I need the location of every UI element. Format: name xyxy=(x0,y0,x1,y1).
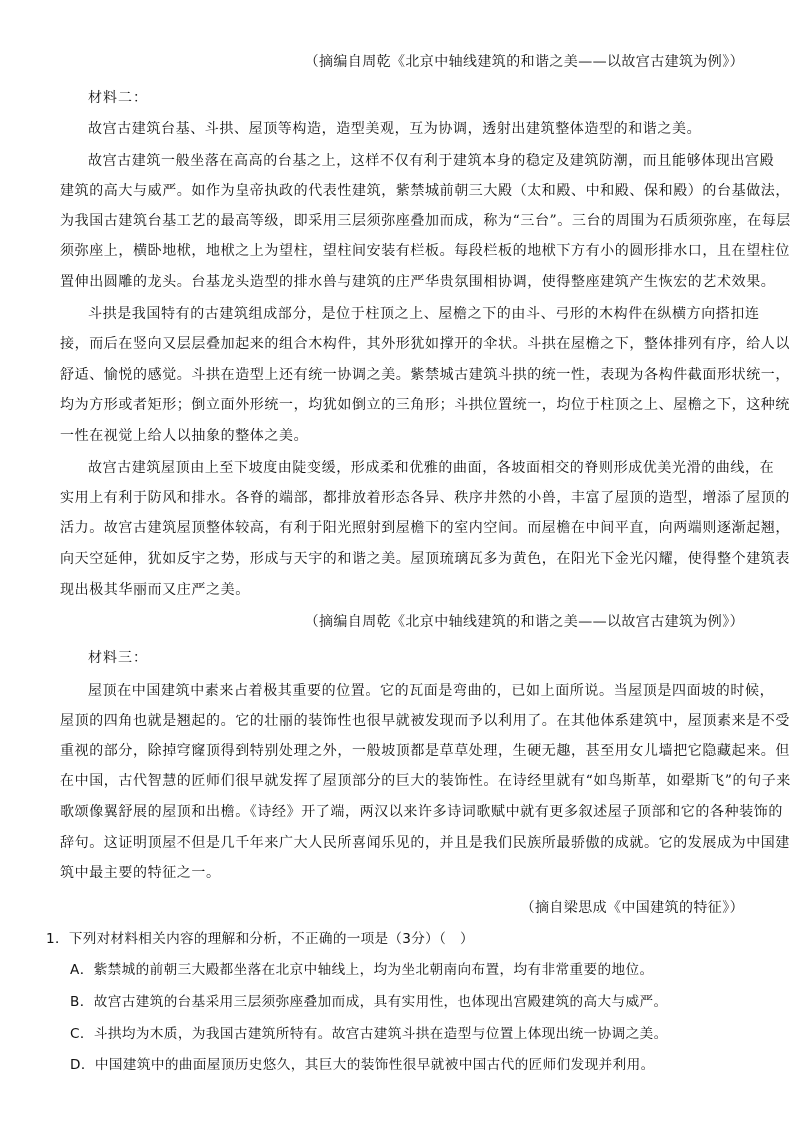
material2-line: 现出极其华丽而又庄严之美。 xyxy=(60,582,250,598)
question-1-option-b[interactable]: B．故宫古建筑的台基采用三层须弥座叠加而成，具有实用性，也体现出宫殿建筑的高大与威严。 xyxy=(70,994,668,1010)
material2-line: 故宫古建筑一般坐落在高高的台基之上，这样不仅有利于建筑本身的稳定及建筑防潮，而且能够体现出宫殿 xyxy=(88,153,775,169)
material2-line: 为我国古建筑台基工艺的最高等级，即采用三层须弥座叠加而成，称为“三台”。三台的周围为石质须弥座，在每层 xyxy=(60,213,791,229)
material2-line: 斗拱是我国特有的古建筑组成部分，是位于柱顶之上、屋檐之下的由斗、弓形的木构件在纵横方向搭扣连 xyxy=(88,306,760,322)
material2-line: 舒适、愉悦的感觉。斗拱在造型上还有统一协调之美。紫禁城古建筑斗拱的统一性，表现为各构件截面形状统一， xyxy=(60,367,790,383)
question-1-option-d[interactable]: D．中国建筑中的曲面屋顶历史悠久，其巨大的装饰性很早就被中国古代的匠师们发现并利用。 xyxy=(70,1057,655,1073)
material2-line: 故宫古建筑屋顶由上至下坡度由陡变缓，形成柔和优雅的曲面，各坡面相交的脊则形成优美光滑的曲线，在 xyxy=(88,460,775,476)
material2-line: 须弥座上，横卧地栿，地栿之上为望柱，望柱间安装有栏板。每段栏板的地栿下方有小的圆形排水口，且在望柱位 xyxy=(60,243,790,259)
material2-line: 活力。故宫古建筑屋顶整体较高，有利于阳光照射到屋檐下的室内空间。而屋檐在中间平直，向两端则逐渐起翘， xyxy=(60,520,790,536)
material3-line: 歌颂像翼舒展的屋顶和出檐。《诗经》开了端，两汉以来许多诗词歌赋中就有更多叙述屋子顶部和它的各种装饰的 xyxy=(60,804,783,820)
question-1-option-c[interactable]: C．斗拱均为木质，为我国古建筑所特有。故宫古建筑斗拱在造型与位置上体现出统一协调之美。 xyxy=(70,1026,668,1042)
material2-line: 向天空延伸，犹如反宇之势，形成与天宇的和谐之美。屋顶琉璃瓦多为黄色，在阳光下金光闪耀，使得整个建筑表 xyxy=(60,551,790,567)
question-1-stem: 1．下列对材料相关内容的理解和分析，不正确的一项是（3分）（ ） xyxy=(46,931,474,947)
source-citation-top: （摘编自周乾《北京中轴线建筑的和谐之美——以故宫古建筑为例》） xyxy=(304,54,744,70)
material2-line: 实用上有利于防风和排水。各脊的端部，都排放着形态各异、秩序井然的小兽，丰富了屋顶的造型，增添了屋顶的 xyxy=(60,490,790,506)
material3-line: 屋顶的四角也就是翘起的。它的壮丽的装饰性也很早就被发现而予以利用了。在其他体系建筑中，屋顶素来是不受 xyxy=(60,713,790,729)
material2-line: 建筑的高大与威严。如作为皇帝执政的代表性建筑，紫禁城前朝三大殿（太和殿、中和殿、保和殿）的台基做法， xyxy=(60,183,790,199)
material3-heading: 材料三： xyxy=(88,650,148,666)
material3-line: 重视的部分，除掉穹窿顶得到特别处理之外，一般坡顶都是草草处理，生硬无趣，甚至用女儿墙把它隐藏起来。但 xyxy=(60,743,790,759)
material3-source: （摘自梁思成《中国建筑的特征》） xyxy=(520,900,744,916)
material2-line: 置伸出圆雕的龙头。台基龙头造型的排水兽与建筑的庄严华贵氛围相协调，使得整座建筑产生恢宏的艺术效果。 xyxy=(60,274,776,290)
material2-heading: 材料二： xyxy=(88,90,148,106)
material3-line: 辞句。这证明顶屋不但是几千年来广大人民所喜闻乐见的，并且是我们民族所最骄傲的成就。它的发展成为中国建 xyxy=(60,835,790,851)
material3-line: 在中国，古代智慧的匠师们很早就发挥了屋顶部分的巨大的装饰性。在诗经里就有“如鸟斯革，如翚斯飞”的句子来 xyxy=(60,773,791,789)
question-1-option-a[interactable]: A．紫禁城的前朝三大殿都坐落在北京中轴线上，均为坐北朝南向布置，均有非常重要的地位。 xyxy=(70,962,654,978)
material2-line: 一性在视觉上给人以抽象的整体之美。 xyxy=(60,428,309,444)
material2-line: 接，而后在竖向又层层叠加起来的组合木构件，其外形犹如撑开的伞状。斗拱在屋檐之下，整体排列有序，给人以 xyxy=(60,336,790,352)
material3-line: 屋顶在中国建筑中素来占着极其重要的位置。它的瓦面是弯曲的，已如上面所说。当屋顶是四面坡的时候， xyxy=(88,683,775,699)
material2-line: 故宫古建筑台基、斗拱、屋顶等构造，造型美观，互为协调，透射出建筑整体造型的和谐之美。 xyxy=(88,121,702,137)
material2-source: （摘编自周乾《北京中轴线建筑的和谐之美——以故宫古建筑为例》） xyxy=(304,614,744,630)
material2-line: 均为方形或者矩形；倒立面外形统一，均犹如倒立的三角形；斗拱位置统一，均位于柱顶之上、屋檐之下，这种统 xyxy=(60,397,790,413)
material3-line: 筑中最主要的特征之一。 xyxy=(60,865,221,881)
